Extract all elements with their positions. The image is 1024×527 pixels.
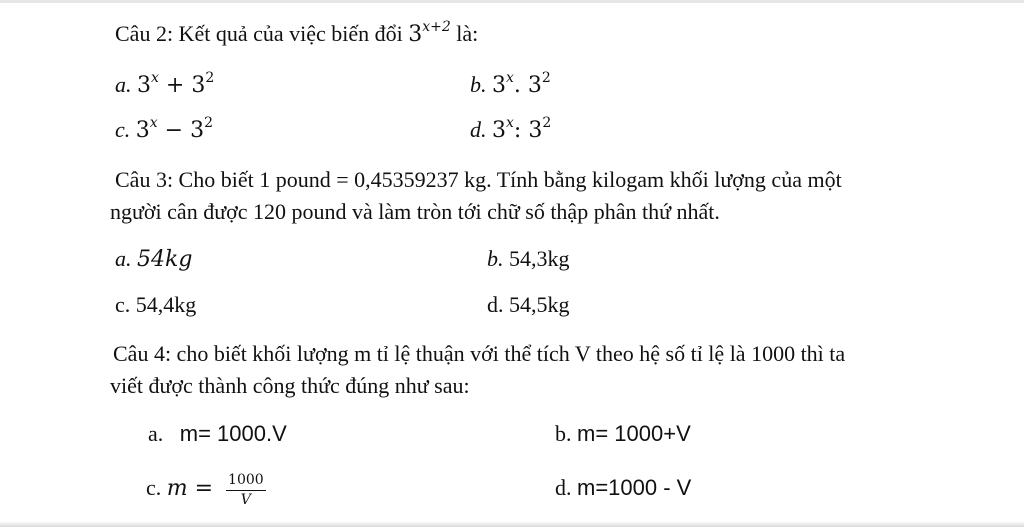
q2-prompt-text: Câu 2: Kết quả của việc biến đổi bbox=[115, 21, 409, 46]
q2-option-a[interactable] bbox=[115, 71, 214, 100]
exponent: 2 bbox=[205, 70, 215, 86]
q2-option-c[interactable] bbox=[115, 116, 213, 145]
option-label: a. bbox=[115, 246, 137, 271]
fraction-denominator: V bbox=[240, 491, 251, 508]
base: 3 bbox=[137, 73, 151, 98]
q2-a-expression bbox=[137, 70, 215, 98]
exponent: x bbox=[506, 115, 514, 131]
q3-option-d[interactable]: d. 54,5kg bbox=[487, 292, 570, 317]
operator: . bbox=[513, 73, 528, 98]
base: 3 bbox=[135, 118, 150, 143]
operator: : bbox=[513, 118, 529, 143]
bottom-edge bbox=[0, 521, 1024, 527]
option-label: c. bbox=[115, 117, 136, 142]
operator: − bbox=[157, 118, 191, 143]
top-divider bbox=[0, 0, 1024, 3]
option-label: d. bbox=[470, 117, 492, 142]
q2-option-b[interactable] bbox=[470, 71, 551, 100]
q3-prompt-line-1: Câu 3: Cho biết 1 pound = 0,45359237 kg. Tính bằng kilogam khối lượng của một bbox=[115, 167, 842, 192]
q2-d-expression bbox=[492, 115, 552, 143]
option-value: 54,3kg bbox=[509, 246, 570, 271]
option-label: b. bbox=[555, 421, 572, 446]
base: 3 bbox=[492, 118, 506, 143]
q4-prompt-line-2: viết được thành công thức đúng như sau: bbox=[110, 373, 470, 398]
q2-option-d[interactable] bbox=[470, 116, 551, 145]
fraction-numerator: 1000 bbox=[226, 473, 266, 491]
fraction bbox=[226, 473, 266, 507]
base: 3 bbox=[527, 73, 542, 98]
q4-prompt-line-1: Câu 4: cho biết khối lượng m tỉ lệ thuận với thể tích V theo hệ số tỉ lệ là 1000 thì ta bbox=[113, 341, 846, 366]
q2-exponent: x+2 bbox=[422, 19, 451, 35]
q3-option-c[interactable]: c. 54,4kg bbox=[115, 292, 197, 317]
q3-option-b[interactable] bbox=[487, 245, 570, 273]
option-label: b. bbox=[470, 72, 492, 97]
q2-b-expression bbox=[492, 70, 551, 98]
option-label: b. bbox=[487, 246, 509, 271]
exponent: x bbox=[149, 115, 158, 131]
q3-option-a[interactable] bbox=[115, 245, 192, 274]
option-value: 54kg bbox=[137, 247, 193, 272]
option-formula: m= 1000.V bbox=[179, 421, 287, 446]
q4-option-c[interactable] bbox=[146, 468, 266, 509]
q4-option-b[interactable] bbox=[555, 420, 691, 448]
option-label: a. bbox=[148, 421, 164, 446]
exponent: 2 bbox=[541, 70, 551, 86]
exponent: 2 bbox=[204, 115, 214, 131]
q4-option-a[interactable] bbox=[148, 420, 287, 448]
option-label: a. bbox=[115, 72, 137, 97]
exponent: 2 bbox=[542, 115, 552, 131]
option-label: d. bbox=[555, 475, 572, 500]
option-label: c. bbox=[146, 475, 167, 500]
exponent: x bbox=[506, 70, 514, 86]
q2-base: 3 bbox=[408, 22, 423, 47]
q2-prompt bbox=[115, 20, 478, 49]
formula-lhs: m = bbox=[166, 476, 221, 501]
option-formula: m= 1000+V bbox=[577, 421, 691, 446]
base: 3 bbox=[492, 73, 506, 98]
base: 3 bbox=[191, 73, 206, 98]
q2-c-expression bbox=[135, 115, 214, 143]
option-formula: m=1000 - V bbox=[577, 475, 692, 500]
operator: + bbox=[158, 73, 192, 98]
q2-prompt-end: là: bbox=[450, 21, 479, 46]
base: 3 bbox=[190, 118, 205, 143]
q3-prompt-line-2: người cân được 120 pound và làm tròn tới chữ số thập phân thứ nhất. bbox=[110, 199, 720, 224]
q2-expression bbox=[408, 19, 451, 47]
q4-option-d[interactable] bbox=[555, 474, 691, 502]
exponent: x bbox=[151, 70, 159, 86]
base: 3 bbox=[528, 118, 543, 143]
